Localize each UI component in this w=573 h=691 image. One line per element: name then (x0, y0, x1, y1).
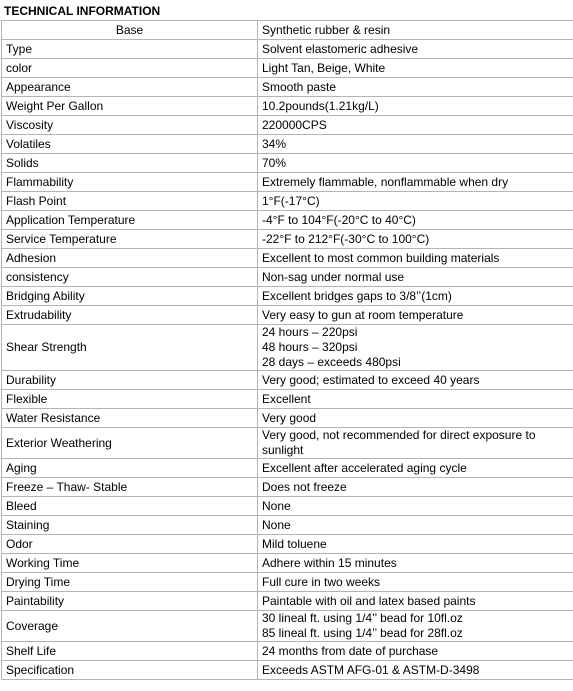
property-label: Type (2, 40, 258, 59)
table-row (2, 287, 573, 306)
table-row (2, 516, 573, 535)
page-title: TECHNICAL INFORMATION (4, 4, 161, 18)
table-row (2, 478, 573, 497)
property-value-line: 48 hours – 320psi (262, 340, 358, 354)
table-row (2, 135, 573, 154)
property-label: Odor (2, 535, 258, 554)
table-row (2, 592, 573, 611)
property-value: Smooth paste (258, 78, 573, 97)
property-label: Weight Per Gallon (2, 97, 258, 116)
table-row (2, 459, 573, 478)
property-label: Coverage (2, 611, 258, 642)
property-value-line: 24 hours – 220psi (262, 325, 358, 339)
property-value: Excellent after accelerated aging cycle (258, 459, 573, 478)
property-value (258, 611, 573, 642)
property-label: Bleed (2, 497, 258, 516)
property-label: consistency (2, 268, 258, 287)
property-value (258, 325, 573, 371)
table-row (2, 211, 573, 230)
table-body (2, 21, 573, 680)
table-row (2, 59, 573, 78)
property-label: Drying Time (2, 573, 258, 592)
table-row (2, 642, 573, 661)
property-label: Shelf Life (2, 642, 258, 661)
property-value: Exceeds ASTM AFG-01 & ASTM-D-3498 (258, 661, 573, 680)
table-row (2, 554, 573, 573)
table-row (2, 268, 573, 287)
property-label: Solids (2, 154, 258, 173)
table-row (2, 192, 573, 211)
property-label: Adhesion (2, 249, 258, 268)
table-row (2, 154, 573, 173)
property-label: Flammability (2, 173, 258, 192)
property-value: Paintable with oil and latex based paints (258, 592, 573, 611)
table-row (2, 497, 573, 516)
property-value: Excellent to most common building materials (258, 249, 573, 268)
property-label: Working Time (2, 554, 258, 573)
property-value: None (258, 497, 573, 516)
property-label: Shear Strength (2, 325, 258, 371)
property-label: Viscosity (2, 116, 258, 135)
table-row (2, 97, 573, 116)
property-label: Base (2, 21, 258, 40)
property-value: 1°F(-17°C) (258, 192, 573, 211)
property-label: Specification (2, 661, 258, 680)
property-value: Synthetic rubber & resin (258, 21, 573, 40)
property-label: Water Resistance (2, 409, 258, 428)
table-row (2, 371, 573, 390)
table-row (2, 611, 573, 642)
property-value: Mild toluene (258, 535, 573, 554)
property-label: Staining (2, 516, 258, 535)
property-label: Freeze – Thaw- Stable (2, 478, 258, 497)
property-value: Does not freeze (258, 478, 573, 497)
table-row (2, 230, 573, 249)
property-value: Solvent elastomeric adhesive (258, 40, 573, 59)
property-value: Very good; estimated to exceed 40 years (258, 371, 573, 390)
table-row (2, 325, 573, 371)
table-row (2, 21, 573, 40)
property-label: color (2, 59, 258, 78)
table-row (2, 573, 573, 592)
property-label: Flash Point (2, 192, 258, 211)
property-value: -4°F to 104°F(-20°C to 40°C) (258, 211, 573, 230)
property-value: 70% (258, 154, 573, 173)
table-row (2, 78, 573, 97)
property-value: Excellent bridges gaps to 3/8’’(1cm) (258, 287, 573, 306)
property-label: Exterior Weathering (2, 428, 258, 459)
table-row (2, 249, 573, 268)
property-value-line: 28 days – exceeds 480psi (262, 355, 401, 369)
property-label: Appearance (2, 78, 258, 97)
property-value-line: sunlight (262, 443, 304, 457)
property-value: 10.2pounds(1.21kg/L) (258, 97, 573, 116)
property-value: Excellent (258, 390, 573, 409)
table-row (2, 173, 573, 192)
technical-info-table (1, 20, 573, 680)
property-label: Bridging Ability (2, 287, 258, 306)
property-value: Extremely flammable, nonflammable when dry (258, 173, 573, 192)
property-value (258, 428, 573, 459)
property-value: Non-sag under normal use (258, 268, 573, 287)
property-value: 34% (258, 135, 573, 154)
table-row (2, 409, 573, 428)
property-label: Aging (2, 459, 258, 478)
property-value: Very good (258, 409, 573, 428)
property-value-line: 30 lineal ft. using 1/4’’ bead for 10fl.oz (262, 611, 463, 625)
table-row (2, 116, 573, 135)
property-value: Full cure in two weeks (258, 573, 573, 592)
property-value-line: Very good, not recommended for direct exposure to (262, 428, 536, 442)
property-value: Very easy to gun at room temperature (258, 306, 573, 325)
table-row (2, 40, 573, 59)
property-value-line: 85 lineal ft. using 1/4’’ bead for 28fl.oz (262, 626, 463, 640)
property-value: Adhere within 15 minutes (258, 554, 573, 573)
table-row (2, 535, 573, 554)
property-label: Application Temperature (2, 211, 258, 230)
property-label: Volatiles (2, 135, 258, 154)
table-row (2, 428, 573, 459)
table-row (2, 306, 573, 325)
property-label: Extrudability (2, 306, 258, 325)
property-value: 24 months from date of purchase (258, 642, 573, 661)
property-value: None (258, 516, 573, 535)
property-label: Service Temperature (2, 230, 258, 249)
table-row (2, 390, 573, 409)
property-label: Durability (2, 371, 258, 390)
property-value: -22°F to 212°F(-30°C to 100°C) (258, 230, 573, 249)
property-value: Light Tan, Beige, White (258, 59, 573, 78)
property-label: Paintability (2, 592, 258, 611)
table-row (2, 661, 573, 680)
property-value: 220000CPS (258, 116, 573, 135)
property-label: Flexible (2, 390, 258, 409)
